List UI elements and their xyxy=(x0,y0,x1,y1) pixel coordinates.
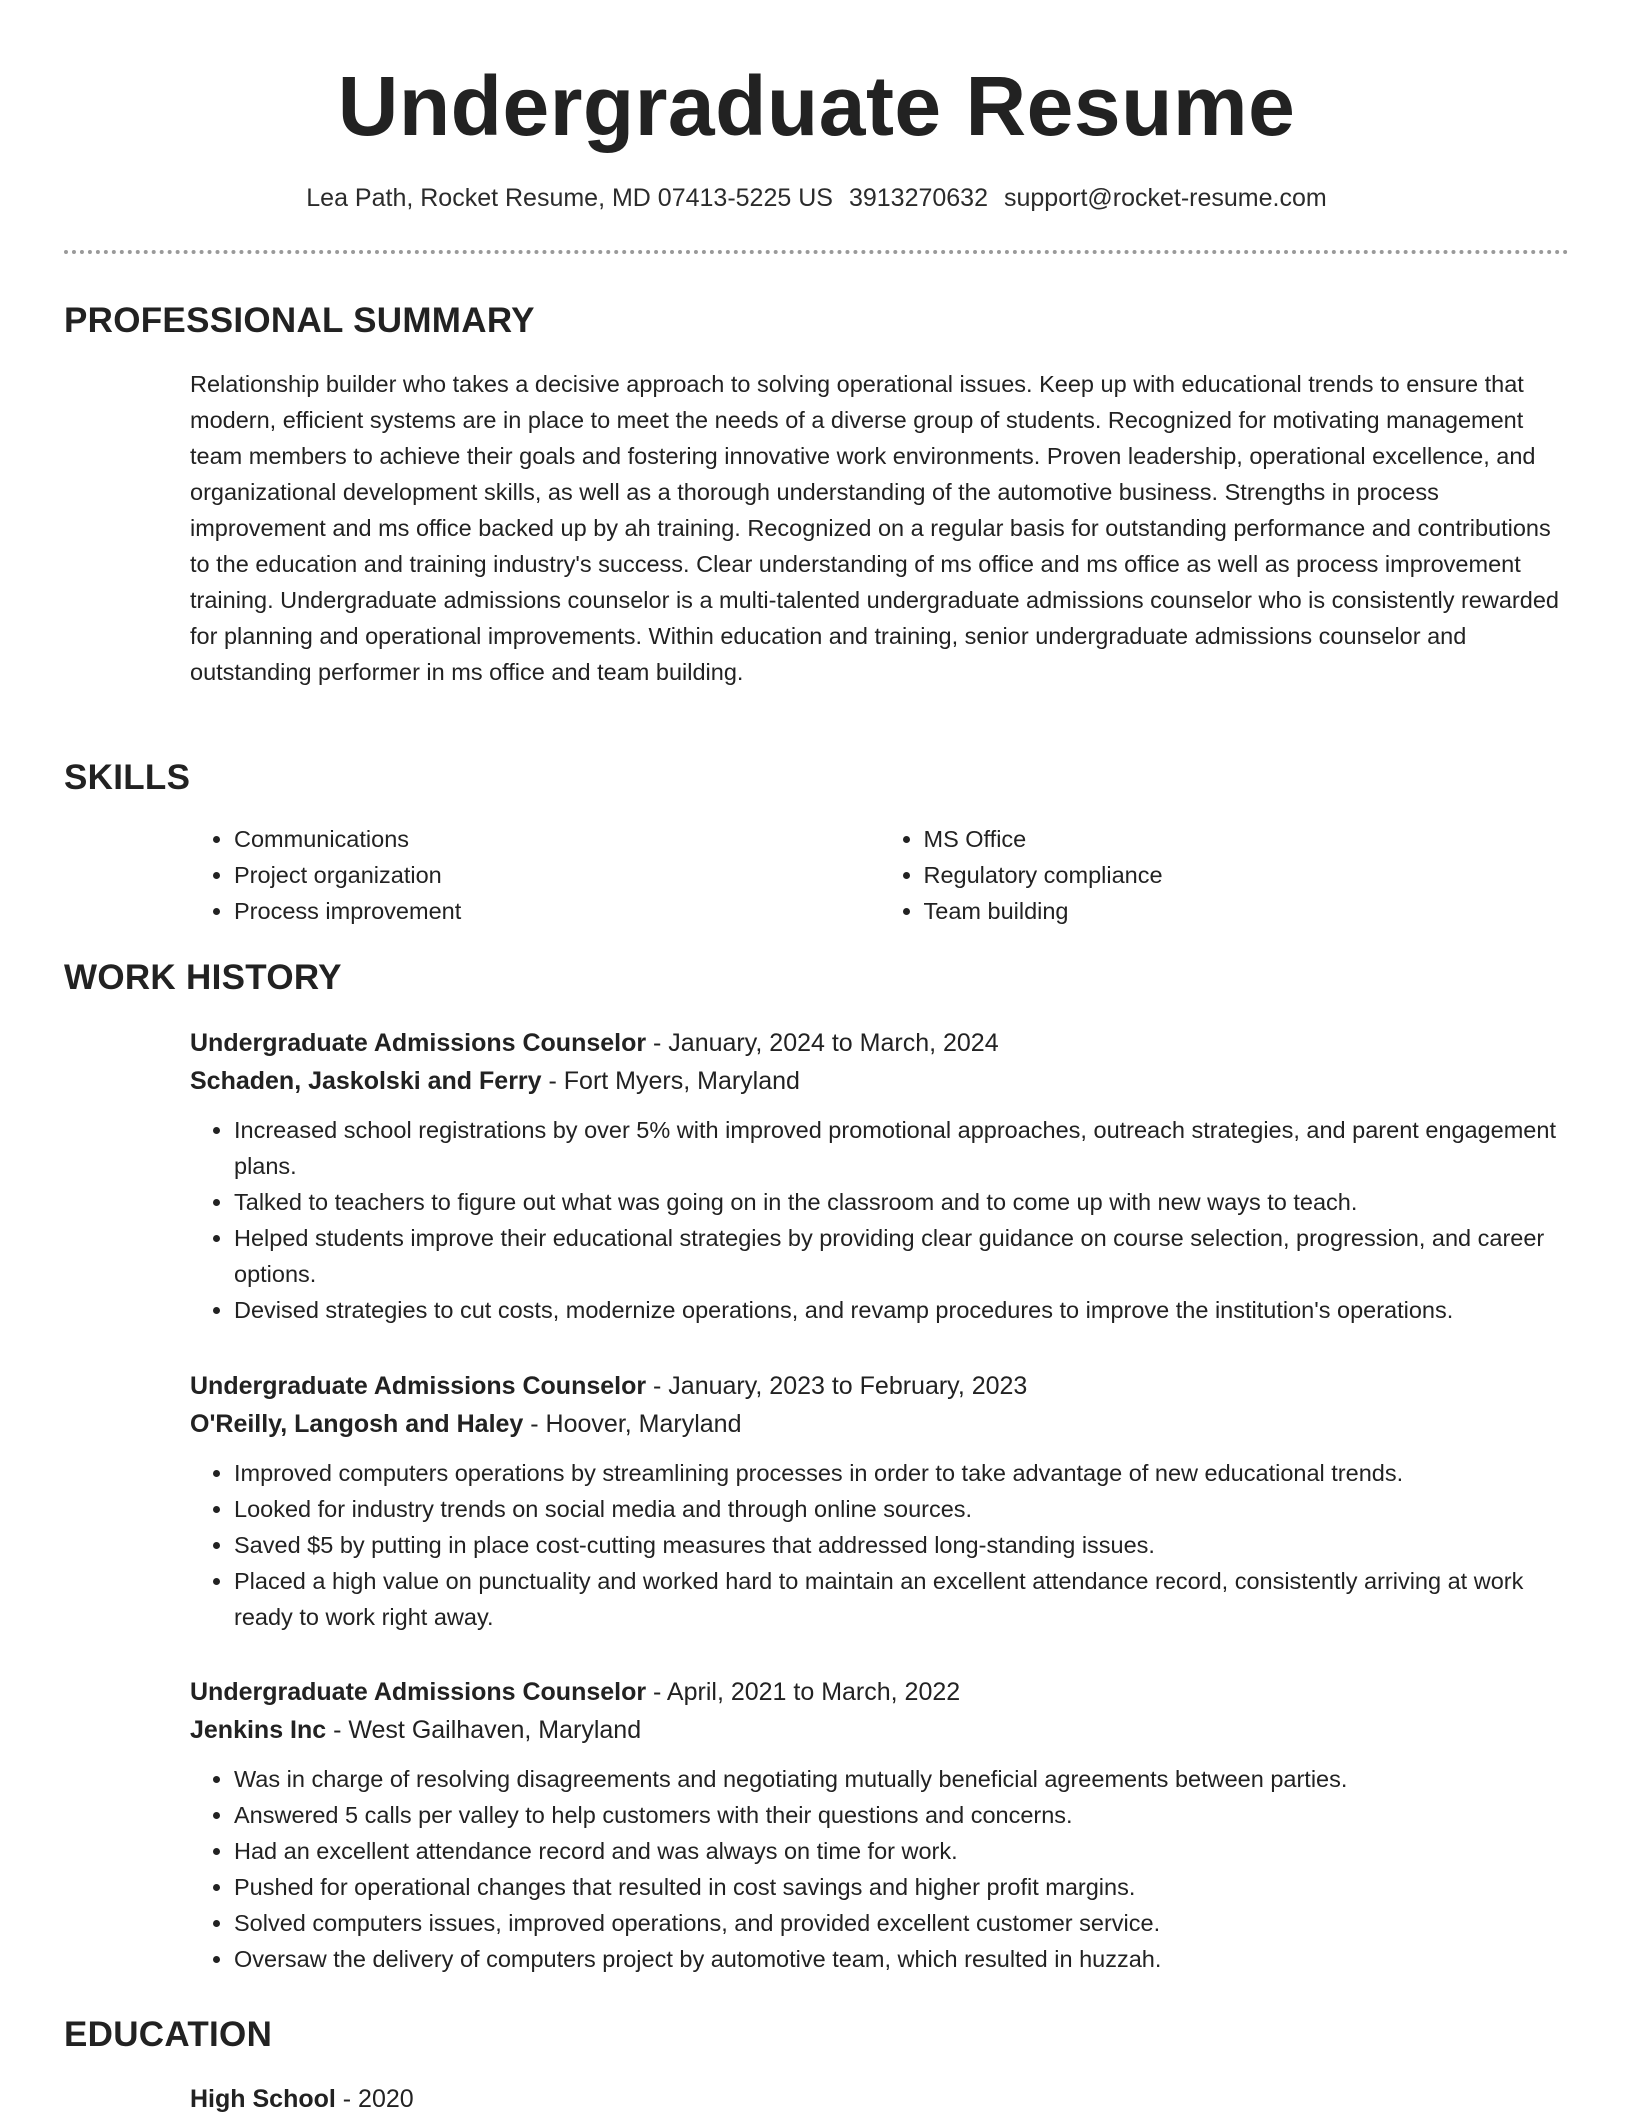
job-company-line xyxy=(190,1711,1569,1749)
job-entry xyxy=(190,1367,1569,1635)
contact-line xyxy=(64,181,1569,215)
job-dates: - January, 2024 to March, 2024 xyxy=(646,1029,999,1057)
job-location: - West Gailhaven, Maryland xyxy=(326,1716,642,1744)
resume-page xyxy=(64,0,1569,2113)
skills-heading: SKILLS xyxy=(64,758,191,797)
job-company: O'Reilly, Langosh and Haley xyxy=(190,1410,524,1438)
page-title: Undergraduate Resume xyxy=(337,59,1296,153)
job-bullet: • Pushed for operational changes that resulted in cost savings and higher profit margins. xyxy=(234,1869,1569,1905)
skills-column-left xyxy=(190,821,880,929)
job-bullet: • Talked to teachers to figure out what was going on in the classroom and to come up with new ways to teach. xyxy=(234,1184,1569,1220)
job-bullet: • Oversaw the delivery of computers project by automotive team, which resulted in huzzah. xyxy=(234,1941,1569,1977)
job-title: Undergraduate Admissions Counselor xyxy=(190,1372,647,1400)
job-bullet: • Solved computers issues, improved operations, and provided excellent customer service. xyxy=(234,1905,1569,1941)
education-year: - 2020 xyxy=(335,2085,414,2113)
job-bullet: • Was in charge of resolving disagreements and negotiating mutually beneficial agreements between parties. xyxy=(234,1761,1569,1797)
job-bullets xyxy=(190,1112,1569,1328)
summary-text: Relationship builder who takes a decisive approach to solving operational issues. Keep up with educational trends to ensure that modern, efficient systems are in place to meet the needs of a diverse group of students. Recognized for motivating management team members to achieve their goals and fostering innovative work environments. Proven leadership, operational excellence, and organizational development skills, as well as a thorough understanding of the automotive business. Strengths in process improvement and ms office backed up by ah training. Recognized on a regular basis for outstanding performance and contributions to the education and training industry's success. Clear understanding of ms office and ms office as well as process improvement training. Undergraduate admissions counselor is a multi-talented undergraduate admissions counselor who is consistently rewarded for planning and operational improvements. Within education and training, senior undergraduate admissions counselor and outstanding performer in ms office and team building. xyxy=(190,371,1559,685)
summary-section xyxy=(190,366,1569,690)
contact-email: support@rocket-resume.com xyxy=(1004,184,1327,212)
skill-item: • Communications xyxy=(234,821,880,857)
work-history-heading: WORK HISTORY xyxy=(64,958,342,997)
job-company: Schaden, Jaskolski and Ferry xyxy=(190,1067,542,1095)
job-bullet: • Saved $5 by putting in place cost-cutting measures that addressed long-standing issues. xyxy=(234,1527,1569,1563)
skill-item: • Process improvement xyxy=(234,893,880,929)
job-title-line xyxy=(190,1024,1569,1062)
header-divider xyxy=(64,250,1569,254)
job-dates: - April, 2021 to March, 2022 xyxy=(646,1678,961,1706)
contact-address: Lea Path, Rocket Resume, MD 07413-5225 US xyxy=(306,184,833,212)
education-heading: EDUCATION xyxy=(64,2015,273,2054)
job-location: - Fort Myers, Maryland xyxy=(541,1067,800,1095)
job-title-line xyxy=(190,1367,1569,1405)
job-dates: - January, 2023 to February, 2023 xyxy=(646,1372,1028,1400)
job-bullets xyxy=(190,1455,1569,1635)
skill-item: • MS Office xyxy=(924,821,1570,857)
job-entry xyxy=(190,1673,1569,1977)
contact-phone: 3913270632 xyxy=(848,184,988,212)
job-company-line xyxy=(190,1062,1569,1100)
summary-heading: PROFESSIONAL SUMMARY xyxy=(64,301,535,340)
skills-list xyxy=(190,821,1569,929)
job-title-line xyxy=(190,1673,1569,1711)
job-location: - Hoover, Maryland xyxy=(523,1410,742,1438)
job-entry xyxy=(190,1024,1569,1328)
job-bullets xyxy=(190,1761,1569,1977)
job-title: Undergraduate Admissions Counselor xyxy=(190,1678,647,1706)
job-bullet: • Looked for industry trends on social media and through online sources. xyxy=(234,1491,1569,1527)
skill-item: • Regulatory compliance xyxy=(924,857,1570,893)
job-company-line xyxy=(190,1405,1569,1443)
job-bullet: • Had an excellent attendance record and was always on time for work. xyxy=(234,1833,1569,1869)
skills-column-right xyxy=(880,821,1570,929)
job-bullet: • Helped students improve their educational strategies by providing clear guidance on course selection, progression, and career options. xyxy=(234,1220,1569,1292)
job-company: Jenkins Inc xyxy=(190,1716,327,1744)
job-bullet: • Answered 5 calls per valley to help customers with their questions and concerns. xyxy=(234,1797,1569,1833)
skill-item: • Team building xyxy=(924,893,1570,929)
job-bullet: • Improved computers operations by streamlining processes in order to take advantage of new educational trends. xyxy=(234,1455,1569,1491)
job-title: Undergraduate Admissions Counselor xyxy=(190,1029,647,1057)
job-bullet: • Placed a high value on punctuality and worked hard to maintain an excellent attendance record, consistently arriving at work ready to work right away. xyxy=(234,1563,1569,1635)
education-degree: High School xyxy=(190,2085,336,2113)
education-entry xyxy=(190,2080,1569,2118)
job-bullet: • Increased school registrations by over 5% with improved promotional approaches, outreach strategies, and parent engagement plans. xyxy=(234,1112,1569,1184)
skill-item: • Project organization xyxy=(234,857,880,893)
job-bullet: • Devised strategies to cut costs, modernize operations, and revamp procedures to improve the institution's operations. xyxy=(234,1292,1569,1328)
